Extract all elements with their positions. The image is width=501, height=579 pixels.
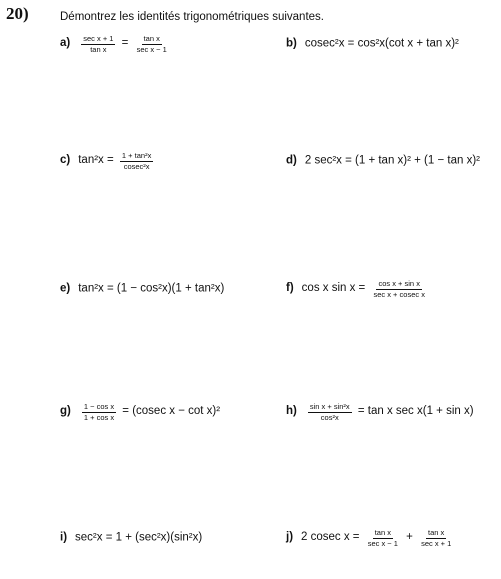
item-label: j): [286, 531, 294, 544]
fraction-denominator: sec x + 1: [421, 538, 452, 548]
item-label: c): [60, 154, 71, 167]
fraction-numerator: sin x + sin²x: [309, 402, 350, 411]
expression-text: cos x sin x =: [301, 282, 369, 295]
expression-text: +: [402, 531, 417, 544]
fraction-numerator: tan x: [374, 528, 391, 537]
question-number: 20): [6, 4, 29, 23]
item-label: f): [286, 282, 294, 295]
item-label: i): [60, 531, 68, 544]
identity-item: [286, 403, 474, 421]
expression-text: sec²x = 1 + (sec²x)(sin²x): [75, 531, 203, 544]
expression-text: tan²x =: [78, 154, 117, 167]
identity-item: [286, 155, 480, 167]
expression-text: = (cosec x − cot x)²: [119, 405, 221, 418]
identity-item: [60, 403, 220, 421]
fraction-numerator: 1 − cos x: [83, 402, 115, 411]
item-label: d): [286, 154, 297, 167]
expression-text: 2 cosec x =: [301, 531, 363, 544]
identity-item: [60, 532, 202, 544]
expression-text: =: [118, 37, 132, 50]
identity-item: [286, 280, 430, 298]
fraction-denominator: 1 + cos x: [83, 412, 115, 422]
fraction-numerator: tan x: [428, 528, 445, 537]
identity-item: [60, 152, 156, 170]
expression-text: = tan x sec x(1 + sin x): [354, 405, 474, 418]
fraction: [135, 35, 169, 53]
item-label: g): [60, 405, 71, 418]
fraction-denominator: sec x − 1: [136, 44, 167, 54]
identity-item: [286, 38, 459, 50]
item-label: a): [60, 37, 71, 50]
fraction-numerator: cos x + sin x: [378, 279, 420, 288]
fraction-denominator: tan x: [90, 44, 107, 54]
fraction: [419, 529, 453, 547]
fraction: [82, 403, 116, 421]
identity-item: [286, 529, 456, 547]
fraction-denominator: cos²x: [320, 412, 339, 422]
instruction-text: Démontrez les identités trigonométriques suivantes.: [60, 11, 324, 23]
fraction: [81, 35, 115, 53]
fraction-numerator: sec x + 1: [83, 34, 114, 43]
fraction: [308, 403, 352, 421]
expression-text: 2 sec²x = (1 + tan x)² + (1 − tan x)²: [304, 154, 480, 167]
fraction-denominator: sec x + cosec x: [373, 289, 425, 299]
fraction: [371, 280, 426, 298]
item-label: e): [60, 282, 71, 295]
fraction: [120, 152, 153, 170]
item-label: b): [286, 37, 297, 50]
fraction-numerator: 1 + tan²x: [121, 151, 152, 160]
expression-text: cosec²x = cos²x(cot x + tan x)²: [304, 37, 459, 50]
item-label: h): [286, 405, 297, 418]
identity-item: [60, 283, 224, 295]
fraction-denominator: cosec²x: [123, 161, 150, 171]
fraction-numerator: tan x: [143, 34, 160, 43]
fraction-denominator: sec x − 1: [367, 538, 398, 548]
identity-item: [60, 35, 172, 53]
fraction: [366, 529, 400, 547]
expression-text: tan²x = (1 − cos²x)(1 + tan²x): [78, 282, 225, 295]
